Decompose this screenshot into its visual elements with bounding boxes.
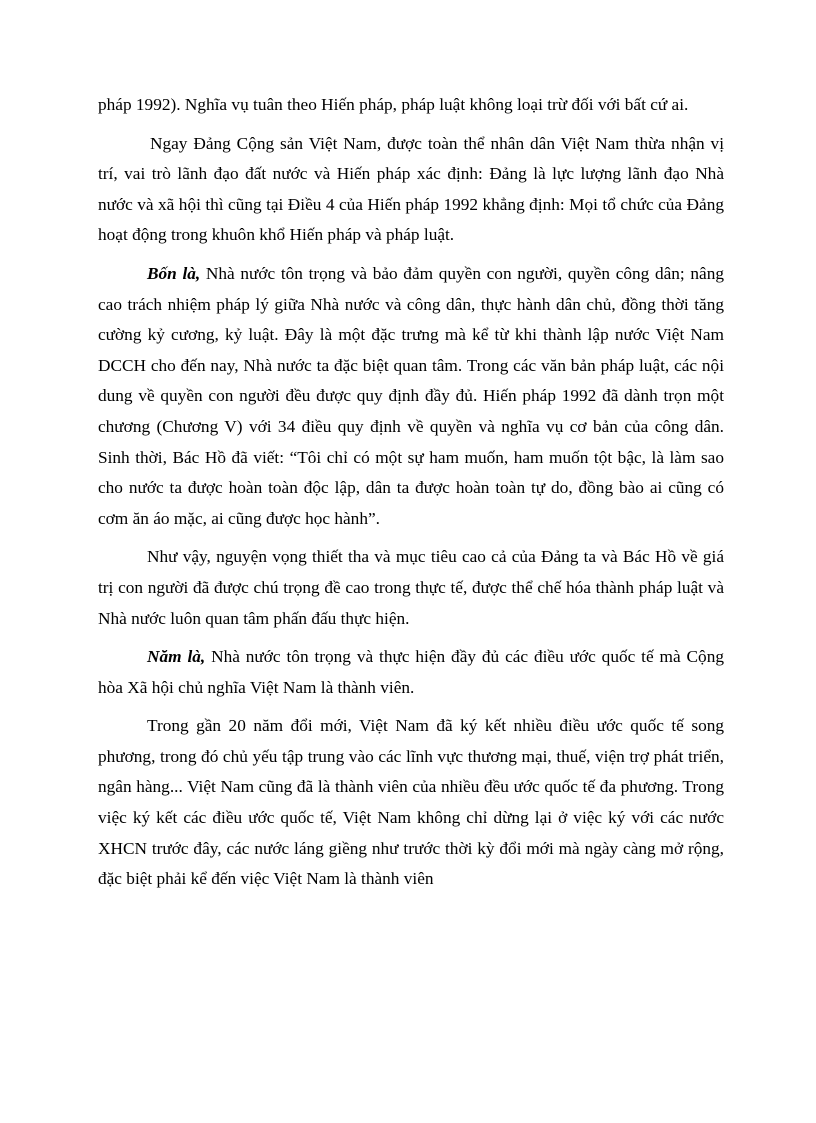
paragraph-fifth-point <box>98 642 724 703</box>
paragraph-party <box>98 129 724 251</box>
paragraph-text: Nhà nước tôn trọng và bảo đảm quyền con người, quyền công dân; nâng cao trách nhiệm pháp lý giữa Nhà nước và công dân, thực hành dân chủ, đồng thời tăng cường kỷ cương, kỷ luật. Đây là một đặc trưng mà kể từ khi thành lập nước Việt Nam DCCH cho đến nay, Nhà nước ta đặc biệt quan tâm. Trong các văn bản pháp luật, các nội dung về quyền con người đều được quy định đầy đủ. Hiến pháp 1992 đã dành trọn một chương (Chương V) với 34 điều quy định về quyền và nghĩa vụ cơ bản của công dân. Sinh thời, Bác Hồ đã viết: “Tôi chỉ có một sự ham muốn, ham muốn tột bậc, là làm sao cho nước ta được hoàn toàn độc lập, dân ta được hoàn toàn tự do, đồng bào ai cũng có cơm ăn áo mặc, ai cũng được học hành”. <box>98 263 724 528</box>
paragraph-text: Ngay Đảng Cộng sản Việt Nam, được toàn thể nhân dân Việt Nam thừa nhận vị trí, vai trò lãnh đạo đất nước và Hiến pháp xác định: Đảng là lực lượng lãnh đạo Nhà nước và xã hội thì cũng tại Điều 4 của Hiến pháp 1992 khẳng định: Mọi tổ chức của Đảng hoạt động trong khuôn khổ Hiến pháp và pháp luật. <box>98 133 724 245</box>
paragraph-treaties <box>98 711 724 895</box>
paragraph-text: pháp 1992). Nghĩa vụ tuân theo Hiến pháp, pháp luật không loại trừ đối với bất cứ ai. <box>98 95 689 114</box>
paragraph-text: Như vậy, nguyện vọng thiết tha và mục tiêu cao cả của Đảng ta và Bác Hồ về giá trị con người đã được chú trọng đề cao trong thực tế, được thể chế hóa thành pháp luật và Nhà nước luôn quan tâm phấn đấu thực hiện. <box>98 547 724 628</box>
paragraph-lead: Năm là, <box>147 647 206 667</box>
paragraph-fourth-point <box>98 259 724 534</box>
paragraph-text: Nhà nước tôn trọng và thực hiện đầy đủ các điều ước quốc tế mà Cộng hòa Xã hội chủ nghĩa Việt Nam là thành viên. <box>98 647 724 697</box>
paragraph-aspiration <box>98 542 724 634</box>
paragraph-continuation <box>98 90 724 121</box>
paragraph-text: Trong gần 20 năm đổi mới, Việt Nam đã ký kết nhiều điều ước quốc tế song phương, trong đó chủ yếu tập trung vào các lĩnh vực thương mại, thuế, viện trợ phát triển, ngân hàng... Việt Nam cũng đã là thành viên của nhiều đều ước quốc tế đa phương. Trong việc ký kết các điều ước quốc tế, Việt Nam không chỉ dừng lại ở việc ký với các nước XHCN trước đây, các nước láng giềng như trước thời kỳ đổi mới mà ngày càng mở rộng, đặc biệt phải kể đến việc Việt Nam là thành viên <box>98 716 724 889</box>
document-page <box>98 90 724 895</box>
paragraph-lead: Bốn là, <box>147 263 201 283</box>
